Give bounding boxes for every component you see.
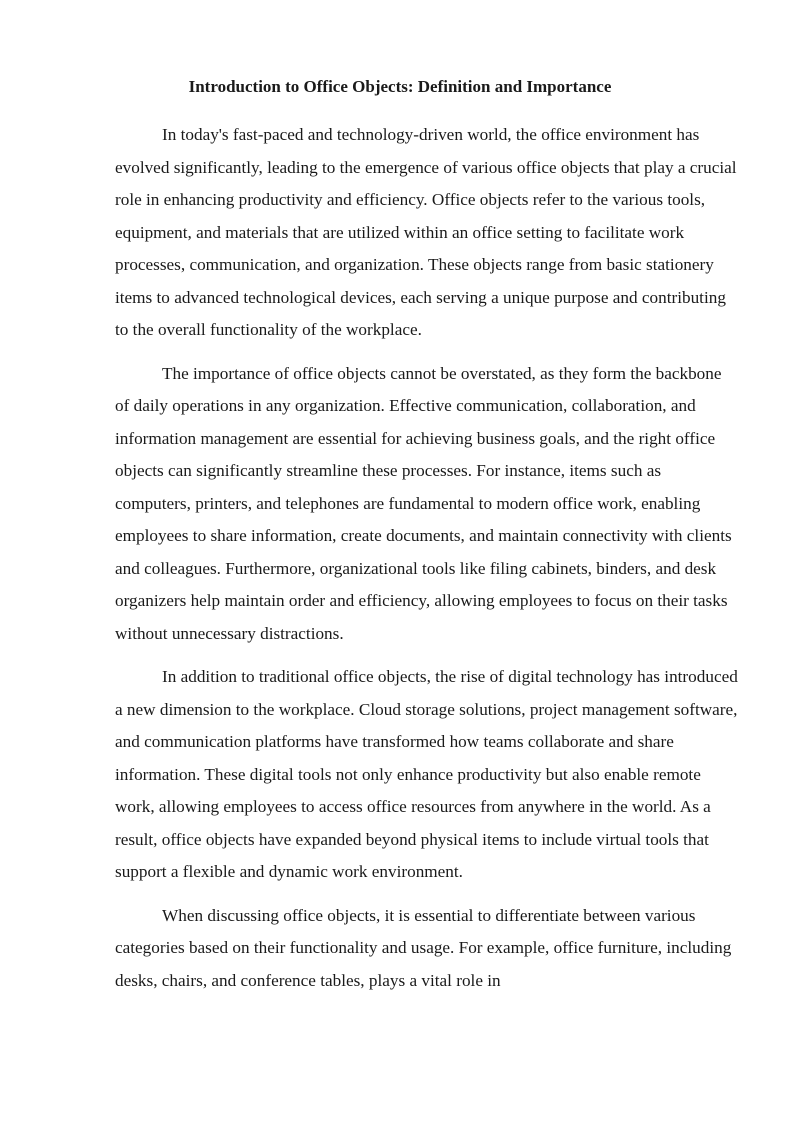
document-title: Introduction to Office Objects: Definition and Importance (188, 77, 612, 96)
paragraph-3: In addition to traditional office objects, the rise of digital technology has introduced a new dimension to the workplace. Cloud storage solutions, project management software, and communication platforms have transformed how teams collaborate and share information. These digital tools not only enhance productivity but also enable remote work, allowing employees to access office resources from anywhere in the world. As a result, office objects have expanded beyond physical items to include virtual tools that support a flexible and dynamic work environment. (115, 667, 738, 881)
document-body (115, 119, 740, 1008)
paragraph-2: The importance of office objects cannot be overstated, as they form the backbone of daily operations in any organization. Effective communication, collaboration, and information management are essential for achieving business goals, and the right office objects can significantly streamline these processes. For instance, items such as computers, printers, and telephones are fundamental to modern office work, enabling employees to share information, create documents, and maintain connectivity with clients and colleagues. Furthermore, organizational tools like filing cabinets, binders, and desk organizers help maintain order and efficiency, allowing employees to focus on their tasks without unnecessary distractions. (115, 363, 732, 643)
paragraph-1: In today's fast-paced and technology-driven world, the office environment has evolved significantly, leading to the emergence of various office objects that play a crucial role in enhancing productivity and efficiency. Office objects refer to the various tools, equipment, and materials that are utilized within an office setting to facilitate work processes, communication, and organization. These objects range from basic stationery items to advanced technological devices, each serving a unique purpose and contributing to the overall functionality of the workplace. (115, 125, 737, 339)
paragraph-4: When discussing office objects, it is essential to differentiate between various categories based on their functionality and usage. For example, office furniture, including desks, chairs, and conference tables, plays a vital role in (115, 905, 732, 990)
